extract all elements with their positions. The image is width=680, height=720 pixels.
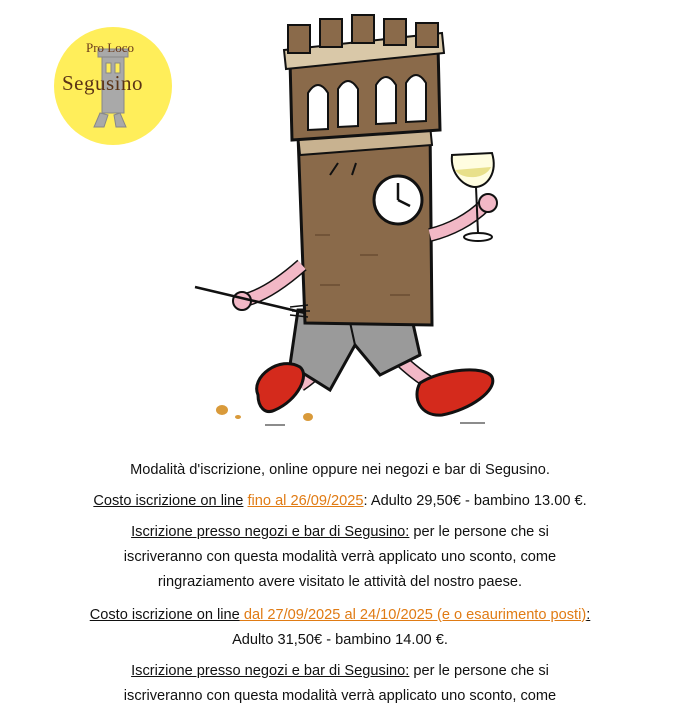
online-cost-period-1: [0, 489, 680, 514]
registration-methods: Modalità d'iscrizione, online oppure nei negozi e bar di Segusino.: [130, 462, 550, 478]
shop-registration-label-2: Iscrizione presso negozi e bar di Segusino:: [131, 663, 410, 679]
online-cost-label: Costo iscrizione on line: [93, 493, 244, 509]
pro-loco-logo: [54, 27, 172, 145]
online-cost-dates-2: dal 27/09/2025 al 24/10/2025 (e o esaurimento posti): [239, 607, 587, 623]
registration-info: [0, 458, 680, 709]
clock-tower-mascot-icon: [180, 5, 510, 435]
shop-note-text-a: per le persone che si: [409, 524, 549, 540]
shop-registration-note-2: [0, 659, 680, 684]
shop-note2-line-b: iscriveranno con questa modalità verrà applicato uno sconto, come: [123, 688, 557, 704]
logo-main-text: Segusino: [62, 71, 144, 95]
online-cost-period-2: [0, 603, 680, 628]
online-cost-label-2: Costo iscrizione on line: [89, 607, 240, 623]
online-cost-prices: : Adulto 29,50€ - bambino 13.00 €.: [363, 493, 587, 509]
online-cost-dates: fino al 26/09/2025: [247, 493, 364, 509]
logo-top-text: Pro Loco: [86, 40, 135, 55]
shop-registration-label: Iscrizione presso negozi e bar di Segusino:: [131, 524, 410, 540]
shop-note-line-b: iscriveranno con questa modalità verrà applicato uno sconto, come: [123, 549, 557, 565]
shop-registration-note: [0, 520, 680, 545]
online-cost-prices-2: Adulto 31,50€ - bambino 14.00 €.: [232, 632, 448, 648]
shop-note-line-c: ringraziamento avere visitato le attività del nostro paese.: [157, 574, 523, 590]
online-cost-colon-2: :: [586, 607, 591, 623]
shop-note2-text-a: per le persone che si: [409, 663, 549, 679]
